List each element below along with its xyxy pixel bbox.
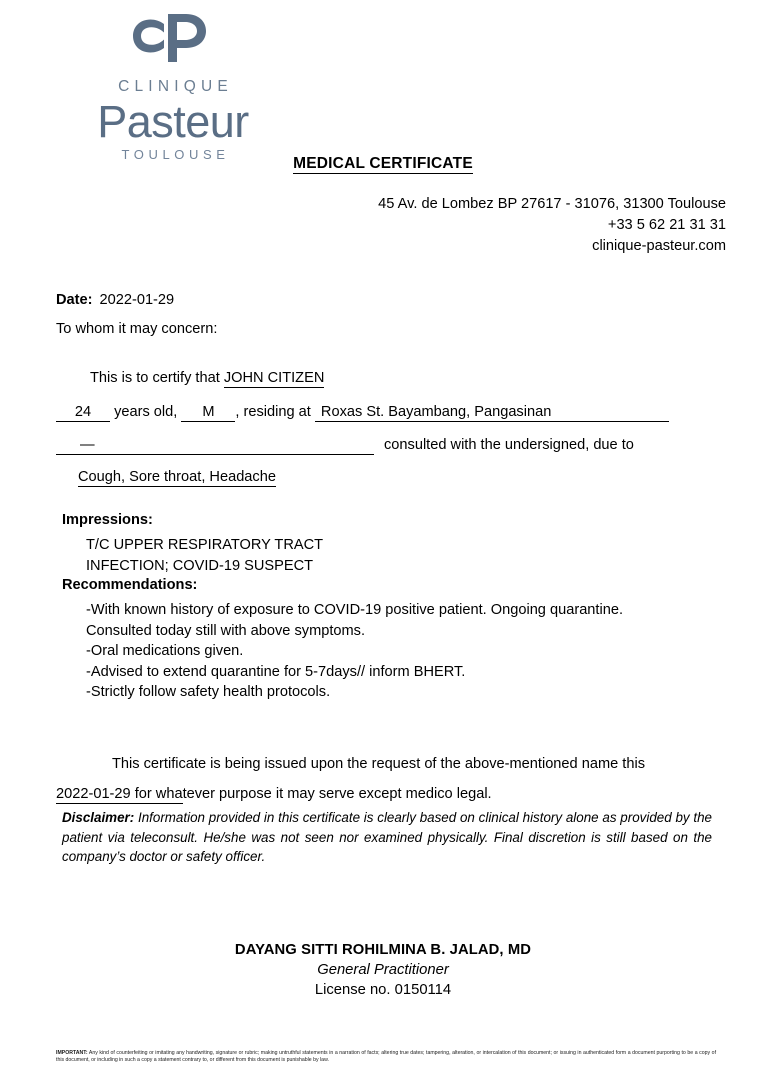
legal-footer-text: Any kind of counterfeiting or imitating any handwriting, signature or rubric; making untruthful statements in a narration of facts; altering true dates; tampering, alteration, or intercalation of this document; or issuing in authenticated form a document purporting to be a copy of this document, or including in such a copy a statement contrary to, or different from this document is punishable by law. — [56, 1050, 717, 1064]
certify-prefix: This is to certify that — [90, 370, 220, 386]
clinic-website: clinique-pasteur.com — [592, 238, 726, 254]
recommendation-line: -Advised to extend quarantine for 5-7days// inform BHERT. — [86, 663, 466, 680]
doctor-role: General Practitioner — [317, 962, 449, 978]
impressions-line: T/C UPPER RESPIRATORY TRACT — [86, 537, 324, 553]
recommendations-body — [86, 600, 623, 703]
legal-footer — [56, 1050, 716, 1064]
page-title-text: MEDICAL CERTIFICATE — [293, 155, 473, 172]
certify-line — [90, 370, 324, 386]
page-title — [0, 155, 766, 173]
symptoms-value: Cough, Sore throat, Headache — [78, 469, 276, 485]
address-blank: Roxas St. Bayambang, Pangasinan — [315, 404, 669, 422]
recommendations-heading: Recommendations: — [62, 577, 198, 593]
impressions-line: INFECTION; COVID-19 SUSPECT — [86, 557, 314, 574]
recommendation-line: -Oral medications given. — [86, 643, 244, 659]
disclaimer — [62, 808, 712, 867]
disclaimer-label: Disclaimer: — [62, 810, 135, 825]
residing-label: , residing at — [235, 404, 311, 420]
date-label: Date: — [56, 292, 93, 308]
consult-blank: — — [56, 437, 374, 455]
signature-block — [0, 940, 766, 1000]
recommendation-line: -Strictly follow safety health protocols. — [86, 684, 331, 700]
recommendation-line: -With known history of exposure to COVID-19 positive patient. Ongoing quarantine. — [86, 602, 624, 618]
age-blank: 24 — [56, 404, 110, 422]
doctor-name: DAYANG SITTI ROHILMINA B. JALAD, MD — [234, 942, 532, 958]
issued-line-2 — [56, 779, 716, 809]
disclaimer-text: Information provided in this certificate is clearly based on clinical history alone as provided by the patient via teleconsult. He/she was not seen nor examined physically. Final discretion is still based on the company’s doctor or safety officer. — [62, 810, 712, 864]
logo-pasteur-text: Pasteur — [97, 96, 249, 147]
consult-text: consulted with the undersigned, due to — [384, 437, 634, 453]
sex-blank: M — [181, 404, 235, 422]
patient-facts-line — [56, 404, 669, 422]
issued-line-2-tail: tever purpose it may serve except medico legal. — [182, 786, 492, 802]
issued-paragraph — [56, 749, 716, 809]
recommendation-line: Consulted today still with above symptoms. — [86, 622, 366, 639]
logo-toulouse-text: TOULOUSE — [121, 147, 230, 163]
cp-monogram-icon — [130, 10, 216, 66]
age-suffix-label: years old, — [114, 404, 178, 420]
impressions-heading: Impressions: — [62, 512, 153, 528]
impressions-body — [86, 535, 323, 576]
clinic-phone: +33 5 62 21 31 31 — [607, 217, 726, 233]
salutation: To whom it may concern: — [56, 321, 218, 337]
symptoms-line — [78, 469, 276, 485]
consult-line — [56, 437, 634, 455]
issued-date-underlined: 2022-01-29 for wha — [56, 786, 183, 802]
date-value: 2022-01-29 — [99, 292, 175, 308]
date-line — [56, 292, 174, 308]
clinic-contact-block — [378, 194, 726, 257]
issued-line-1: This certificate is being issued upon the request of the above-mentioned name this — [112, 756, 645, 772]
doctor-license: License no. 0150114 — [314, 982, 452, 998]
logo-clinique-text: CLINIQUE — [118, 78, 233, 95]
patient-name: JOHN CITIZEN — [223, 370, 325, 386]
legal-footer-label: IMPORTANT: — [56, 1050, 88, 1056]
clinic-address: 45 Av. de Lombez BP 27617 - 31076, 31300 Toulouse — [378, 196, 726, 212]
clinic-logo — [58, 10, 288, 162]
